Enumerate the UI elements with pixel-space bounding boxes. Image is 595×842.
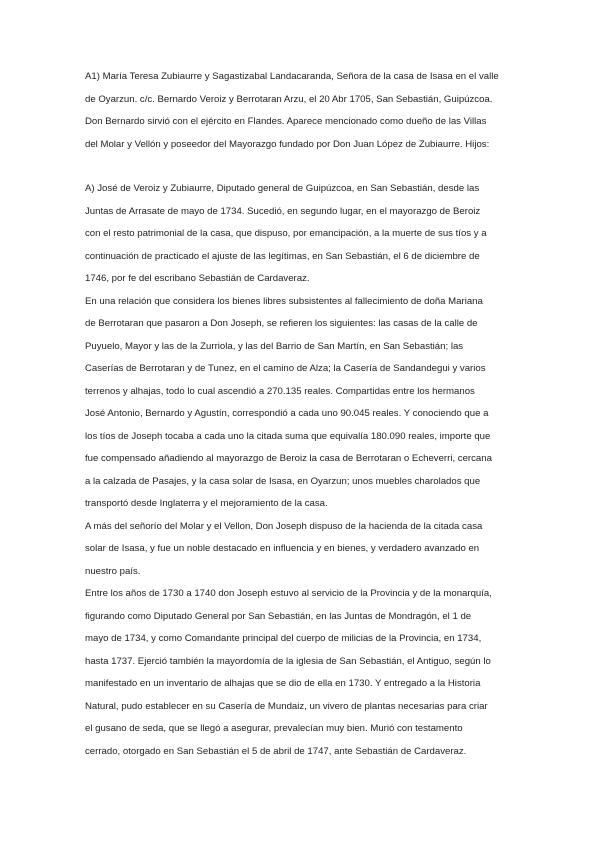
text-line: figurando como Diputado General por San Sebastián, en las Juntas de Mondragón, el 1 de [85,610,472,622]
text-line: terrenos y alhajas, todo lo cual ascendió a 270.135 reales. Compartidas entre los hermanos [85,385,475,397]
text-line: En una relación que considera los bienes libres subsistentes al fallecimiento de doña Mariana [85,295,483,307]
text-line: continuación de practicado el ajuste de las legítimas, en San Sebastián, el 6 de diciembre de [85,250,480,262]
text-line: cerrado, otorgado en San Sebastián el 5 de abril de 1747, ante Sebastián de Cardaveraz. [85,745,467,757]
text-line: del Molar y Vellón y poseedor del Mayorazgo fundado por Don Juan López de Zubiaurre. Hijos: [85,138,490,150]
text-line: de Berrotaran que pasaron a Don Joseph, se refieren los siguientes: las casas de la calle de [85,318,478,329]
text-line: A) José de Veroiz y Zubiaurre, Diputado general de Guipúzcoa, en San Sebastián, desde las [85,183,480,194]
text-line: Juntas de Arrasate de mayo de 1734. Sucedió, en segundo lugar, en el mayorazgo de Beroiz [85,205,481,217]
text-line: Don Bernardo sirvió con el ejército en Flandes. Aparece mencionado como dueño de las Villas [85,116,487,127]
text-line: el gusano de seda, que se llegó a asegurar, prevalecían muy bien. Murió con testamento [85,723,463,734]
text-line: nuestro país. [85,565,141,577]
text-line: a la calzada de Pasajes, y la casa solar de Isasa, en Oyarzun; unos muebles charolados que [85,475,481,487]
text-line: Natural, pudo establecer en su Casería de Mundaiz, un vivero de plantas necesarias para criar [85,700,488,712]
text-line: solar de Isasa, y fue un noble destacado en influencia y en bienes, y verdadero avanzado en [85,543,480,554]
text-line: Entre los años de 1730 a 1740 don Joseph estuvo al servicio de la Provincia y de la monarquía, [85,588,492,599]
text-line: A más del señorío del Molar y el Vellon, Don Joseph dispuso de la hacienda de la citada casa [85,520,483,532]
text-line: hasta 1737. Ejerció también la mayordomía de la iglesia de San Sebastián, el Antiguo, según lo [85,655,491,667]
text-line: con el resto patrimonial de la casa, que dispuso, por emancipación, a la muerte de sus tíos y a [85,228,487,239]
text-line: mayo de 1734, y como Comandante principal del cuerpo de milicias de la Provincia, en 1734, [85,633,482,644]
text-line: Caserías de Berrotaran y de Tunez, en el camino de Alza; la Casería de Sandandegui y varios [85,363,486,374]
text-line: transportó desde Inglaterra y el mejoramiento de la casa. [85,498,328,509]
text-line: los tíos de Joseph tocaba a cada uno la citada suma que equivalía 180.090 reales, importe que [85,430,491,442]
paragraph-a-jose-de-veroiz [85,178,511,763]
text-line: A1) María Teresa Zubiaurre y Sagastizabal Landacaranda, Señora de la casa de Isasa en el valle [85,71,499,82]
text-line: José Antonio, Bernardo y Agustín, correspondió a cada uno 90.045 reales. Y conociendo que a [85,408,489,419]
text-line: manifestado en un inventario de alhajas que se dio de ella en 1730. Y entregado a la Historia [85,678,481,689]
text-line: Puyuelo, Mayor y las de la Zurriola, y las del Barrio de San Martín, en San Sebastián; las [85,340,464,352]
text-line: de Oyarzun. c/c. Bernardo Veroiz y Berrotaran Arzu, el 20 Abr 1705, San Sebastián, Guipúzcoa. [85,93,493,105]
text-line: 1746, por fe del escribano Sebastián de Cardaveraz. [85,273,310,284]
text-line: fue compensado añadiendo al mayorazgo de Beroiz la casa de Berrotaran o Echeverri, cercana [85,453,492,464]
paragraph-a1-maria-teresa [85,66,511,156]
